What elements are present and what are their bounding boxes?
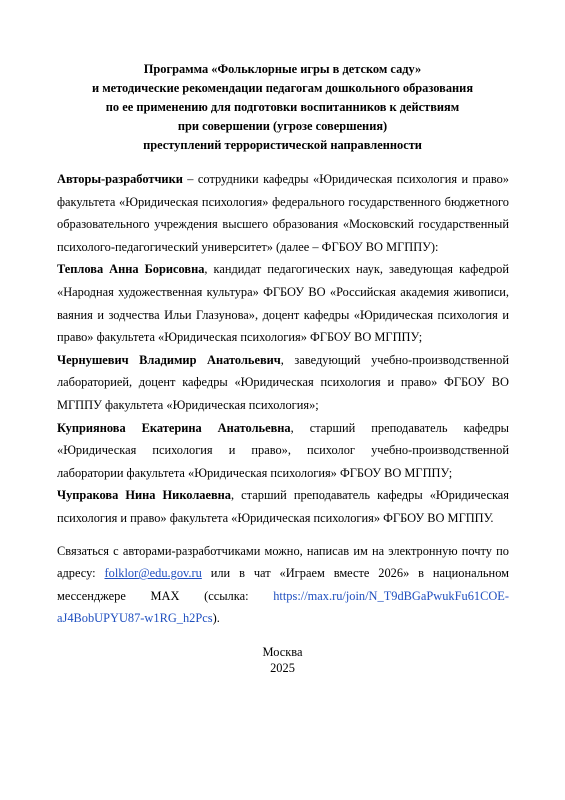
author-description: , заведующий учебно-производственной лабораторией, доцент кафедры «Юридическая психология и право» ФГБОУ ВО МГППУ факультета «Юридическая психология»;	[57, 352, 509, 412]
author-description: , кандидат педагогических наук, заведующая кафедрой «Народная художественная культура» ФГБОУ ВО «Российская академия живописи, ваяния и зодчества Ильи Глазунова», доцент кафедры «Юридическая психология и право» факультета «Юридическая психология» ФГБОУ ВО МГППУ;	[57, 262, 510, 345]
paragraph-spacer	[57, 530, 509, 540]
author-name: Чернушевич Владимир Анатольевич	[57, 352, 281, 367]
author-entry	[57, 258, 509, 348]
document-title	[40, 60, 525, 155]
author-description: , старший преподаватель кафедры «Юридическая психология и право», психолог учебно-производственной лаборатории факультета «Юридическая психология» ФГБОУ ВО МГППУ;	[57, 420, 509, 480]
title-line-4: при совершении (угрозе совершения)	[177, 119, 388, 133]
title-line-2: и методические рекомендации педагогам дошкольного образования	[91, 81, 474, 95]
contact-text-1: Связаться с авторами-разработчиками можно, написав им на электронную почту по адресу:	[57, 543, 509, 581]
contact-text-3: ).	[212, 611, 220, 626]
footer-city: Москва	[262, 645, 303, 659]
authors-intro-label: Авторы-разработчики	[57, 172, 183, 186]
author-description: , старший преподаватель кафедры «Юридическая психология и право» факультета «Юридическая психология» ФГБОУ ВО МГППУ.	[57, 488, 509, 525]
author-name: Теплова Анна Борисовна	[57, 262, 205, 277]
email-link[interactable]: folklor@edu.gov.ru	[104, 566, 202, 581]
author-entry	[57, 484, 509, 529]
title-line-5: преступлений террористической направленности	[143, 138, 422, 152]
messenger-chat-link[interactable]: https://max.ru/join/N_T9dBGaPwukFu61COE-aJ4BobUPYU87-w1RG_h2Pcs	[57, 588, 509, 626]
contact-paragraph	[57, 540, 509, 630]
authors-intro-paragraph	[57, 168, 509, 258]
footer-year: 2025	[270, 661, 295, 675]
author-entry	[57, 417, 509, 485]
document-body	[57, 168, 509, 630]
authors-intro-text: – сотрудники кафедры «Юридическая психология и право» факультета «Юридическая психология» федерального государственного бюджетного образовательного учреждения высшего образования «Московский государственный психолого-педагогический университет» (далее – ФГБОУ ВО МГППУ):	[57, 172, 509, 254]
document-footer	[40, 644, 525, 676]
author-name: Чупракова Нина Николаевна	[57, 488, 231, 503]
title-line-1: Программа «Фольклорные игры в детском саду»	[143, 62, 422, 76]
title-line-3: по ее применению для подготовки воспитанников к действиям	[105, 100, 460, 114]
contact-text-2: или в чат «Играем вместе 2026» в национальном мессенджере MAX (ссылка:	[57, 566, 509, 603]
author-name: Куприянова Екатерина Анатольевна	[57, 420, 291, 435]
author-entry	[57, 349, 509, 417]
